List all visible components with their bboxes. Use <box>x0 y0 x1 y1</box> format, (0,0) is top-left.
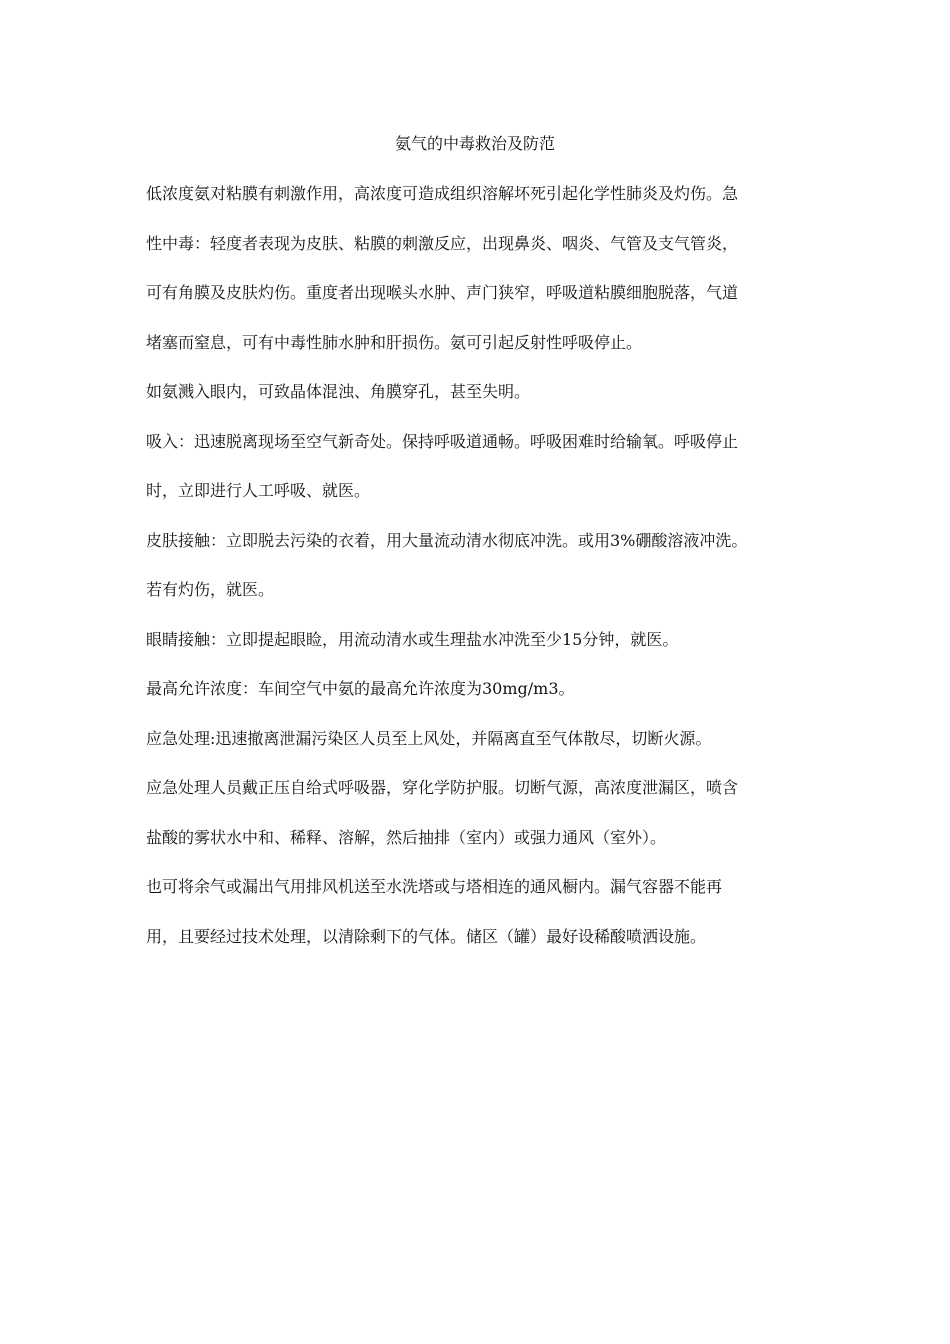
text-line: 皮肤接触：立即脱去污染的衣着，用大量流动清水彻底冲洗。或用3%硼酸溶液冲洗。 <box>146 530 748 550</box>
text-line: 若有灼伤，就医。 <box>146 580 275 599</box>
document-body <box>146 178 826 970</box>
text-line: 吸入：迅速脱离现场至空气新奇处。保持呼吸道通畅。呼吸困难时给输氧。呼吸停止 <box>146 431 739 451</box>
text-line: 眼睛接触：立即提起眼睑，用流动清水或生理盐水冲洗至少15分钟，就医。 <box>146 629 679 649</box>
document-title: 氨气的中毒救治及防范 <box>394 134 555 153</box>
text-line: 如氨溅入眼内，可致晶体混浊、角膜穿孔，甚至失明。 <box>146 382 531 401</box>
text-line: 可有角膜及皮肤灼伤。重度者出现喉头水肿、声门狭窄，呼吸道粘膜细胞脱落，气道 <box>146 283 739 302</box>
text-line: 用，且要经过技术处理，以清除剩下的气体。储区（罐）最好设稀酸喷洒设施。 <box>146 926 707 946</box>
text-line: 堵塞而窒息，可有中毒性肺水肿和肝损伤。氨可引起反射性呼吸停止。 <box>146 332 643 352</box>
text-line: 盐酸的雾状水中和、稀释、溶解，然后抽排（室内）或强力通风（室外）。 <box>146 827 667 847</box>
text-line: 应急处理:迅速撤离泄漏污染区人员至上风处，并隔离直至气体散尽，切断火源。 <box>146 728 712 748</box>
text-line: 也可将余气或漏出气用排风机送至水洗塔或与塔相连的通风橱内。漏气容器不能再 <box>146 877 723 896</box>
text-line: 最高允许浓度：车间空气中氨的最高允许浓度为30mg/m3。 <box>146 679 575 698</box>
text-line: 应急处理人员戴正压自给式呼吸器，穿化学防护服。切断气源，高浓度泄漏区，喷含 <box>146 778 739 797</box>
text-line: 时，立即进行人工呼吸、就医。 <box>146 481 371 500</box>
text-line: 性中毒：轻度者表现为皮肤、粘膜的刺激反应，出现鼻炎、咽炎、气管及支气管炎， <box>146 233 739 253</box>
text-line: 低浓度氨对粘膜有刺激作用，高浓度可造成组织溶解坏死引起化学性肺炎及灼伤。急 <box>146 184 739 203</box>
